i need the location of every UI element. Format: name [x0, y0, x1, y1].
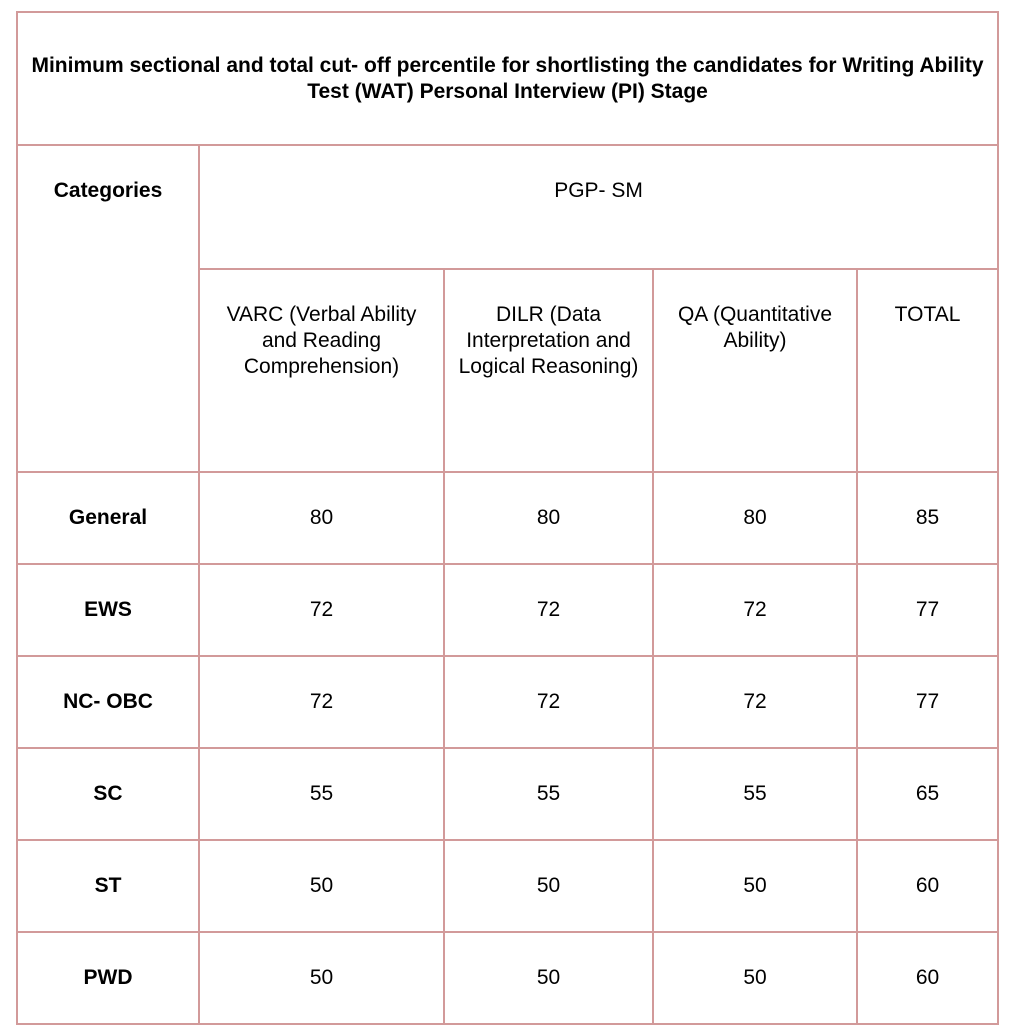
table-row	[17, 472, 998, 564]
dilr-header-label: DILR (Data Interpretation and Logical Reasoning)	[458, 303, 639, 378]
qa-value: 80	[653, 472, 857, 564]
qa-value: 50	[653, 840, 857, 932]
varc-value: 80	[199, 472, 444, 564]
category-cell: General	[17, 472, 199, 564]
table-row	[17, 564, 998, 656]
qa-value: 72	[653, 564, 857, 656]
table-row	[17, 932, 998, 1024]
cutoff-table	[16, 11, 999, 1025]
category-cell: ST	[17, 840, 199, 932]
table-title: Minimum sectional and total cut- off percentile for shortlisting the candidates for Writing Ability Test (WAT) Personal Interview (PI) Stage	[17, 12, 998, 145]
table-row	[17, 656, 998, 748]
total-header	[857, 269, 998, 472]
varc-value: 50	[199, 840, 444, 932]
varc-value: 50	[199, 932, 444, 1024]
dilr-value: 72	[444, 656, 653, 748]
dilr-value: 55	[444, 748, 653, 840]
title-row	[17, 12, 998, 145]
total-value: 85	[857, 472, 998, 564]
qa-value: 50	[653, 932, 857, 1024]
total-value: 60	[857, 932, 998, 1024]
qa-header	[653, 269, 857, 472]
qa-value: 55	[653, 748, 857, 840]
header-row-program	[17, 145, 998, 269]
total-value: 77	[857, 656, 998, 748]
total-value: 77	[857, 564, 998, 656]
dilr-value: 80	[444, 472, 653, 564]
category-cell: NC- OBC	[17, 656, 199, 748]
qa-header-label: QA (Quantitative Ability)	[677, 303, 833, 352]
qa-value: 72	[653, 656, 857, 748]
categories-header: Categories	[17, 145, 199, 472]
category-cell: PWD	[17, 932, 199, 1024]
varc-header	[199, 269, 444, 472]
table-row	[17, 748, 998, 840]
dilr-value: 50	[444, 840, 653, 932]
category-cell: EWS	[17, 564, 199, 656]
varc-value: 72	[199, 656, 444, 748]
dilr-value: 72	[444, 564, 653, 656]
varc-value: 72	[199, 564, 444, 656]
varc-header-label: VARC (Verbal Ability and Reading Comprehension)	[226, 303, 417, 378]
varc-value: 55	[199, 748, 444, 840]
total-value: 60	[857, 840, 998, 932]
total-header-label: TOTAL	[894, 303, 961, 326]
dilr-value: 50	[444, 932, 653, 1024]
dilr-header	[444, 269, 653, 472]
program-header: PGP- SM	[199, 145, 998, 269]
table-row	[17, 840, 998, 932]
category-cell: SC	[17, 748, 199, 840]
total-value: 65	[857, 748, 998, 840]
